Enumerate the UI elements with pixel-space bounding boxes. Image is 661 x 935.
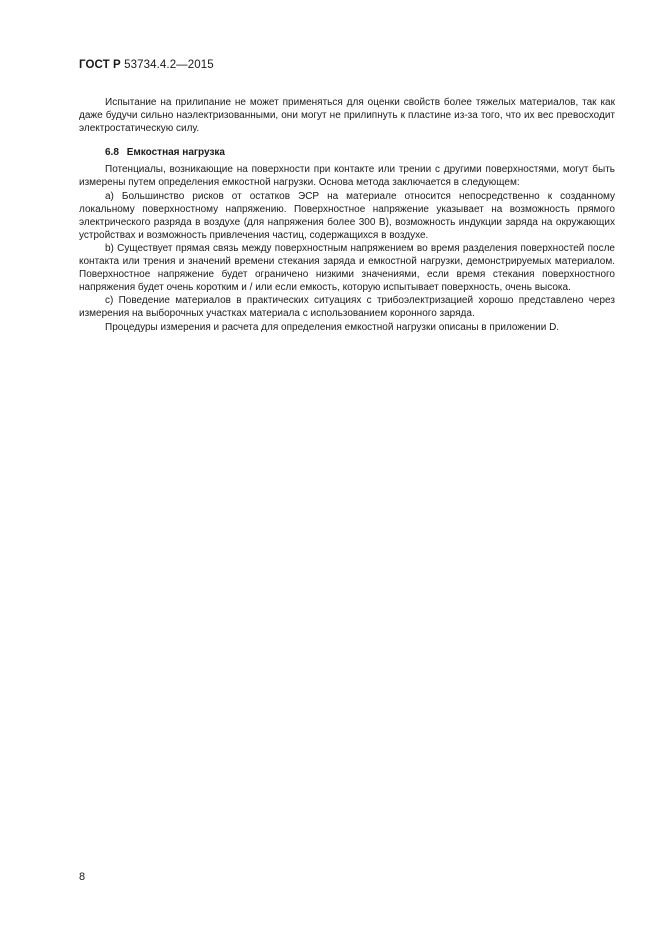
page-number: 8 [79,871,86,883]
section-number: 6.8 [105,147,119,159]
standard-number: 53734.4.2—2015 [124,59,214,71]
page-header [79,59,214,71]
list-item-b: b) Существует прямая связь между поверхностным напряжением во время разделения поверхностей после контакта или трения и значений времени стекания заряда и емкостной нагрузки, демонстрируемых материалом. Поверхностное напряжение будет ограничено низкими значениями, если время стекания поверхностного напряжения будет очень коротким и / или если емкость, которую испытывает поверхность, очень высока. [79,242,615,294]
closing-paragraph: Процедуры измерения и расчета для определения емкостной нагрузки описаны в приложении D. [105,321,560,333]
section-paragraph: Потенциалы, возникающие на поверхности при контакте или трении с другими поверхностями, могут быть измерены путем определения емкостной нагрузки. Основа метода заключается в следующем: [79,164,615,189]
standard-type: ГОСТ Р [79,59,121,71]
intro-paragraph: Испытание на прилипание не может применяться для оценки свойств более тяжелых материалов, так как даже будучи сильно наэлектризованными, они могут не прилипнуть к пластине из-за того, что их вес превосходит электростатическую силу. [79,97,615,135]
list-item-c: c) Поведение материалов в практических ситуациях с трибоэлектризацией хорошо представлено через измерения на выборочных участках материала с использованием коронного заряда. [79,295,615,320]
list-item-a: a) Большинство рисков от остатков ЭСР на материале относится непосредственно к созданному локальному поверхностному напряжению. Поверхностное напряжение указывает на возможность прямого электрического разряда в воздухе (для напряжения более 300 В), возможность индукции заряда на окружающих устройствах и возможность привлечения частиц, содержащихся в воздухе. [79,190,615,241]
document-body [79,96,615,334]
section-heading [79,146,615,159]
section-title: Емкостная нагрузка [126,147,225,159]
